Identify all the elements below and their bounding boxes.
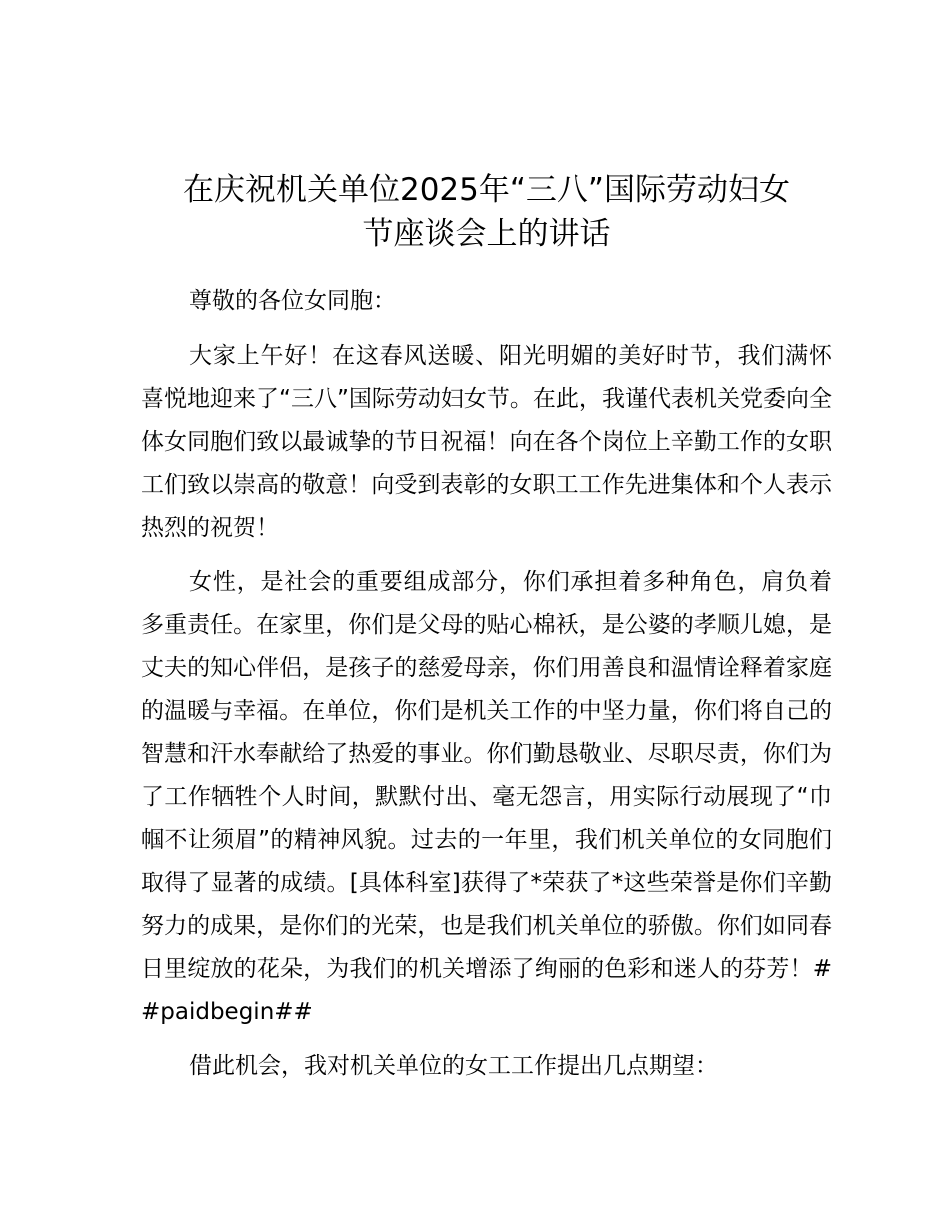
title-line-2: 节座谈会上的讲话 — [362, 216, 611, 252]
paragraph-expectations: 借此机会，我对机关单位的女工工作提出几点期望： — [189, 1053, 718, 1079]
paragraph-greeting: 大家上午好！在这春风送暖、阳光明媚的美好时节，我们满怀喜悦地迎来了“三八”国际劳动妇女节。在此，我谨代表机关党委向全体女同胞们致以最诚挚的节日祝福！向在各个岗位上辛勤工作的女职工们致以崇高的敬意！向受到表彰的女职工工作先进集体和个人表示热烈的祝贺！ — [141, 343, 832, 541]
title-line-1: 在庆祝机关单位2025年“三八”国际劳动妇女 — [182, 172, 790, 208]
document-title — [141, 168, 832, 256]
paragraph-women-roles: 女性，是社会的重要组成部分，你们承担着多种角色，肩负着多重责任。在家里，你们是父母的贴心棉袄，是公婆的孝顺儿媳，是丈夫的知心伴侣，是孩子的慈爱母亲，你们用善良和温情诠释着家庭的温暖与幸福。在单位，你们是机关工作的中坚力量，你们将自己的智慧和汗水奉献给了热爱的事业。你们勤恳敬业、尽职尽责，你们为了工作牺牲个人时间，默默付出、毫无怨言，用实际行动展现了“巾帼不让须眉”的精神风貌。过去的一年里，我们机关单位的女同胞们取得了显著的成绩。[具体科室]获得了*荣获了*这些荣誉是你们辛勤努力的成果，是你们的光荣，也是我们机关单位的骄傲。你们如同春日里绽放的花朵，为我们的机关增添了绚丽的色彩和迷人的芬芳！##paidbegin## — [141, 569, 832, 1025]
salutation: 尊敬的各位女同胞： — [189, 288, 396, 314]
